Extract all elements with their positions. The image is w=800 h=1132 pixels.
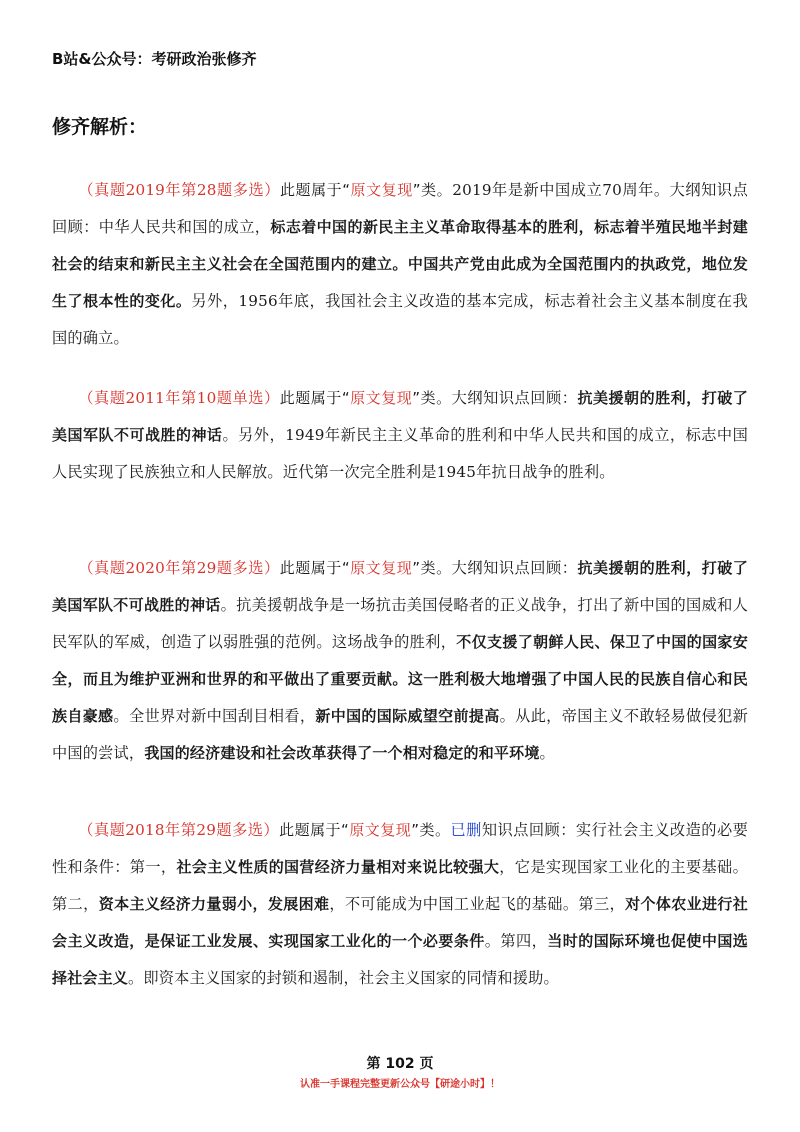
belongs-text: 此题属于 [279, 821, 342, 839]
belongs-text: 此题属于 [279, 559, 342, 577]
emphasis-segment: 抗美援朝的胜利，打破了美国军队不可战胜的神话 [52, 389, 748, 444]
text-segment: 。全世界对新中国刮目相看， [113, 707, 316, 725]
text-segment: 2019年是新中国成立70周年。大纲知识点回顾：中华人民共和国的成立， [52, 181, 748, 236]
emphasis-segment: 抗美援朝的胜利，打破了美国军队不可战胜的神话 [52, 559, 748, 614]
analysis-paragraph-4: （真题2018年第29题多选）此题属于“原文复现”类。已删知识点回顾：实行社会主义改造的必要性和条件：第一，社会主义性质的国营经济力量相对来说比较强大，它是实现国家工业化的主要基础。第二，资本主义经济力量弱小，发展困难，不可能成为中国工业起飞的基础。第三，对个体农业进行社会主义改造，是保证工业发展、实现国家工业化的一个必要条件。第四，当时的国际环境也促使中国选择社会主义。即资本主义国家的封锁和遏制，社会主义国家的同情和援助。 [52, 821, 749, 987]
emphasis-segment: 我国的经济建设和社会改革获得了一个相对稳定的和平环境 [144, 744, 540, 762]
analysis-paragraph-2: （真题2011年第10题单选）此题属于“原文复现”类。大纲知识点回顾：抗美援朝的胜利，打破了美国军队不可战胜的神话。另外，1949年新民主主义革命的胜利和中华人民共和国的成立，标志中国人民实现了民族独立和人民解放。近代第一次完全胜利是1945年抗日战争的胜利。 [52, 389, 749, 481]
emphasis-segment: 标志着中国的新民主主义革命取得基本的胜利，标志着半殖民地半封建社会的结束和新民主主义社会在全国范围内的建立。中国共产党由此成为全国范围内的执政党，地位发生了根本性的变化。 [52, 218, 748, 310]
text-segment: 。第四， [484, 932, 548, 950]
analysis-paragraph-1: （真题2019年第28题多选）此题属于“原文复现”类。2019年是新中国成立70周年。大纲知识点回顾：中华人民共和国的成立，标志着中国的新民主主义革命取得基本的胜利，标志着半殖民地半封建社会的结束和新民主主义社会在全国范围内的建立。中国共产党由此成为全国范围内的执政党，地位发生了根本性的变化。另外，1956年底，我国社会主义改造的基本完成，标志着社会主义基本制度在我国的确立。 [52, 181, 748, 347]
deleted-label: 已删 [450, 821, 482, 839]
text-segment: 大纲知识点回顾： [451, 389, 578, 407]
belongs-text: 此题属于 [279, 389, 342, 407]
emphasis-segment: 当时的国际环境也促使中国选择社会主义 [52, 932, 748, 987]
emphasis-segment: 社会主义性质的国营经济力量相对来说比较强大 [176, 858, 500, 876]
category-label: 原文复现 [349, 559, 413, 577]
text-segment: 。 [539, 744, 555, 762]
text-segment: 。另外，1949年新民主主义革命的胜利和中华人民共和国的成立，标志中国人民实现了民族独立和人民解放。近代第一次完全胜利是1945年抗日战争的胜利。 [52, 426, 749, 481]
belongs-text: 此题属于 [279, 181, 343, 199]
text-segment: 知识点回顾：实行社会主义改造的必要性和条件：第一， [52, 821, 749, 876]
question-tag: （真题2019年第28题多选） [78, 181, 280, 199]
category-label: 原文复现 [349, 389, 413, 407]
emphasis-segment: 资本主义经济力量弱小，发展困难 [98, 895, 330, 913]
category-label: 原文复现 [350, 181, 413, 199]
section-title: 修齐解析： [52, 116, 148, 138]
text-segment: ，它是实现国家工业化的主要基础。第二， [52, 858, 749, 913]
question-tag: （真题2018年第29题多选） [78, 821, 280, 839]
emphasis-segment: 不仅支援了朝鲜人民、保卫了中国的国家安全，而且为维护亚洲和世界的和平做出了重要贡献。这一胜利极大地增强了中国人民的民族自信心和民族自豪感 [52, 633, 748, 725]
emphasis-segment: 新中国的国际威望空前提高 [315, 707, 500, 725]
page-header: B站&公众号：考研政治张修齐 [52, 50, 257, 68]
text-segment: ，不可能成为中国工业起飞的基础。第三， [329, 895, 626, 913]
category-label: 原文复现 [349, 821, 412, 839]
question-tag: （真题2020年第29题多选） [78, 559, 280, 577]
page-number: 第 102 页 [366, 1056, 434, 1072]
question-tag: （真题2011年第10题单选） [78, 389, 280, 407]
text-segment: 。即资本主义国家的封锁和遏制，社会主义国家的同情和援助。 [128, 969, 559, 987]
analysis-paragraph-3: （真题2020年第29题多选）此题属于“原文复现”类。大纲知识点回顾：抗美援朝的胜利，打破了美国军队不可战胜的神话。抗美援朝战争是一场抗击美国侵略者的正义战争，打出了新中国的国威和人民军队的军威，创造了以弱胜强的范例。这场战争的胜利，不仅支援了朝鲜人民、保卫了中国的国家安全，而且为维护亚洲和世界的和平做出了重要贡献。这一胜利极大地增强了中国人民的民族自信心和民族自豪感。全世界对新中国刮目相看，新中国的国际威望空前提高。从此，帝国主义不敢轻易做侵犯新中国的尝试，我国的经济建设和社会改革获得了一个相对稳定的和平环境。 [52, 559, 748, 762]
text-segment: 。抗美援朝战争是一场抗击美国侵略者的正义战争，打出了新中国的国威和人民军队的军威，创造了以弱胜强的范例。这场战争的胜利， [52, 596, 748, 651]
footer-note: 认准一手课程完整更新公众号【研途小时】！ [300, 1079, 500, 1090]
emphasis-segment: 对个体农业进行社会主义改造，是保证工业发展、实现国家工业化的一个必要条件 [52, 895, 748, 950]
text-segment: 另外，1956年底，我国社会主义改造的基本完成，标志着社会主义基本制度在我国的确立。 [52, 292, 748, 347]
text-segment: 大纲知识点回顾： [451, 559, 578, 577]
text-segment: 。从此，帝国主义不敢轻易做侵犯新中国的尝试， [52, 707, 748, 762]
